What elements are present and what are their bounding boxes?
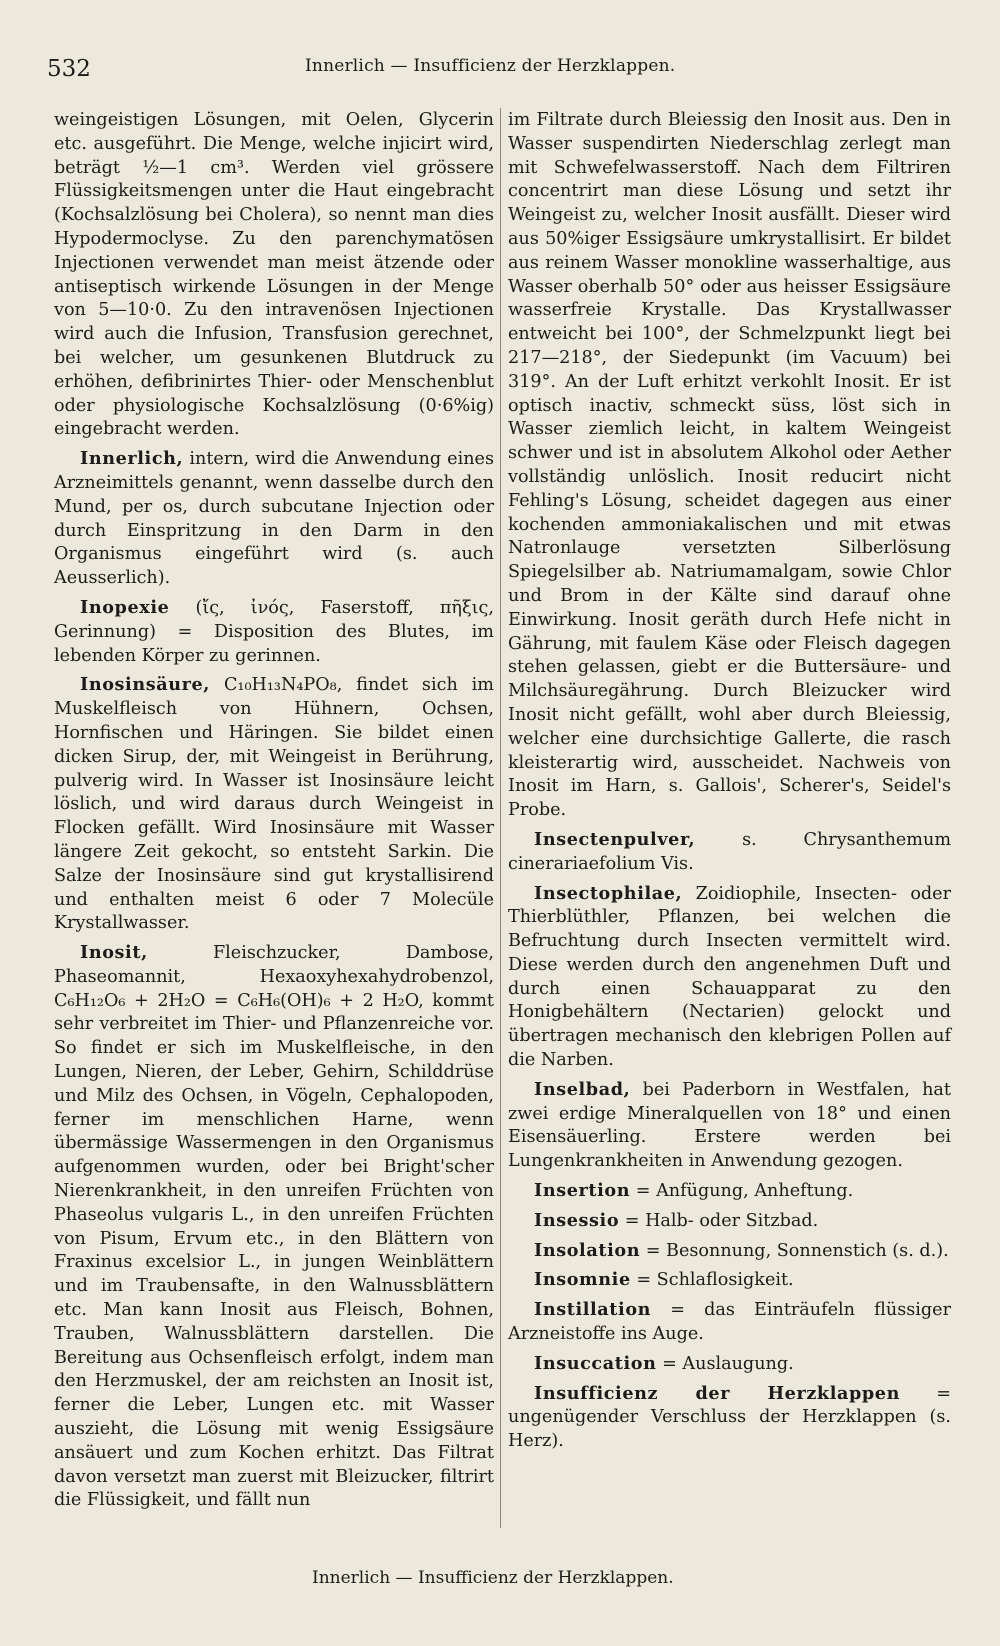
entry-text: s. Chrysanthemum cinerariaefolium Vis. (508, 829, 952, 874)
entry-paragraph (54, 941, 494, 1513)
entry-paragraph (54, 673, 494, 936)
entry-text: im Filtrate durch Bleiessig den Inosit aus. Den in Wasser suspendirten Niederschlag zerlegt man mit Schwefelwasserstoff. Nach dem Filtriren concentrirt man diese Lösung und setzt ihr Weingeist zu, welcher Inosit ausfällt. Dieser wird aus 50%iger Essigsäure umkrystallisirt. Er bildet aus reinem Wasser monokline wasserhaltige, aus Wasser oberhalb 50° oder aus heisser Essigsäure wasserfreie Krystalle. Das Krystallwasser entweicht bei 100°, der Schmelzpunkt liegt bei 217—218°, der Siedepunkt (im Vacuum) bei 319°. An der Luft erhitzt verkohlt Inosit. Er ist optisch inactiv, schmeckt süss, löst sich in Wasser ziemlich leicht, in kaltem Weingeist schwer und ist in absolutem Alkohol oder Aether vollständig unlöslich. Inosit reducirt nicht Fehling's Lösung, scheidet dagegen aus einer kochenden ammoniakalischen und mit etwas Natronlauge versetzten Silberlösung Spiegelsilber ab. Natriumamalgam, sowie Chlor und Brom in der Kälte sind darauf ohne Einwirkung. Inosit geräth durch Hefe nicht in Gährung, mit faulem Käse oder Fleisch dagegen stehen gelassen, giebt er die Buttersäure- und Milchsäuregährung. Durch Bleizucker wird Inosit nicht gefällt, wohl aber durch Bleiessig, welcher eine durchsichtige Gallerte, die rasch kleisterartig wird, ausscheidet. Nachweis von Inosit im Harn, s. Gallois', Scherer's, Seidel's Probe. (508, 110, 951, 821)
page-header (0, 52, 1000, 92)
entry-headword: Insectenpulver, (534, 828, 696, 850)
entry-headword: Insuccation (534, 1352, 657, 1374)
entry-headword: Insomnie (534, 1269, 631, 1291)
entry-paragraph (54, 108, 494, 442)
entry-text: = Besonnung, Sonnenstich (s. d.). (645, 1240, 949, 1261)
entry-paragraph (508, 1352, 951, 1377)
page-number: 532 (47, 56, 91, 82)
entry-headword: Inosit, (80, 942, 148, 964)
right-column (508, 108, 951, 1459)
entry-text: = Halb- oder Sitzbad. (624, 1210, 819, 1231)
entry-headword: Insufficienz der Herzklappen (534, 1382, 900, 1404)
entry-headword: Innerlich, (80, 448, 184, 470)
entry-text: Fleischzucker, Dambose, Phaseomannit, Hexaoxyhexahydrobenzol, C₆H₁₂O₆ + 2H₂O = C₆H₆(OH)₆ + 2 H₂O, kommt sehr verbreitet im Thier- und Pflanzenreiche vor. So findet er sich im Muskelfleische, in den Lungen, Nieren, der Leber, Gehirn, Schilddrüse und Milz des Ochsen, in Vögeln, Cephalopoden, ferner im menschlichen Harne, wenn übermässige Wassermengen in den Organismus aufgenommen wurden, oder bei Bright'scher Nierenkrankheit, in den unreifen Früchten von Phaseolus vulgaris L., in den unreifen Früchten von Pisum, Ervum etc., in den Blättern von Fraxinus excelsior L., in jungen Weinblättern und im Traubensafte, in den Walnussblättern etc. Man kann Inosit aus Fleisch, Bohnen, Trauben, Walnussblättern darstellen. Die Bereitung aus Ochsenfleisch erfolgt, indem man den Herzmuskel, der am reichsten an Inosit ist, ferner die Leber, Lungen etc. mit Wasser auszieht, die Lösung mit wenig Essigsäure ansäuert und zum Kochen erhitzt. Das Filtrat davon versetzt man zuerst mit Bleizucker, filtrirt die Flüssigkeit, und fällt nun (54, 943, 494, 1511)
entry-text: C₁₀H₁₃N₄PO₈, findet sich im Muskelfleisch von Hühnern, Ochsen, Hornfischen und Häringen. Sie bildet einen dicken Sirup, der, mit Weingeist in Berührung, pulverig wird. In Wasser ist Inosinsäure leicht löslich, und wird daraus durch Weingeist in Flocken gefällt. Wird Inosinsäure mit Wasser längere Zeit gekocht, so entsteht Sarkin. Die Salze der Inosinsäure sind gut krystallisirend und enthalten meist 6 oder 7 Molecüle Krystallwasser. (54, 675, 494, 934)
entry-paragraph (54, 447, 494, 591)
running-head: Innerlich — Insufficienz der Herzklappen. (305, 56, 676, 76)
entry-text: intern, wird die Anwendung eines Arzneimittels genannt, wenn dasselbe durch den Mund, per os, durch subcutane Injection oder durch Einspritzung in den Darm in den Organismus eingeführt wird (s. auch Aeusserlich). (54, 449, 494, 589)
entry-headword: Inosinsäure, (80, 674, 211, 696)
entry-headword: Insertion (534, 1180, 631, 1202)
entry-paragraph (508, 108, 951, 823)
entry-paragraph (508, 882, 951, 1073)
entry-text: = Auslaugung. (662, 1353, 794, 1374)
entry-paragraph (54, 596, 494, 668)
entry-text: weingeistigen Lösungen, mit Oelen, Glycerin etc. ausgeführt. Die Menge, welche injicirt wird, beträgt ½—1 cm³. Werden viel grössere Flüssigkeitsmengen unter die Haut eingebracht (Kochsalzlösung bei Cholera), so nennt man dies Hypodermoclyse. Zu den parenchymatösen Injectionen verwendet man meist ätzende oder antiseptisch wirkende Lösungen in der Menge von 5—10·0. Zu den intravenösen Injectionen wird auch die Infusion, Transfusion gerechnet, bei welcher, um gesunkenen Blutdruck zu erhöhen, defibrinirtes Thier- oder Menschenblut oder physiologische Kochsalzlösung (0·6%ig) eingebracht werden. (54, 110, 494, 440)
entry-text: (ἴς, ἰνός, Faserstoff, πῆξις, Gerinnung) = Disposition des Blutes, im lebenden Körper zu gerinnen. (54, 597, 494, 666)
entry-text: bei Paderborn in Westfalen, hat zwei erdige Mineralquellen von 18° und einen Eisensäuerling. Erstere werden bei Lungenkrankheiten in Anwendung gezogen. (508, 1079, 951, 1172)
entry-text: Zoidiophile, Insecten- oder Thierblüthler, Pflanzen, bei welchen die Befruchtung durch Insecten vermittelt wird. Diese werden durch den angenehmen Duft und durch einen Schauapparat zu den Honigbehältern (Nectarien) gelockt und übertragen mechanisch den klebrigen Pollen auf die Narben. (508, 883, 951, 1071)
page-footer: Innerlich — Insufficienz der Herzklappen. (312, 1568, 674, 1588)
entry-paragraph (508, 1078, 951, 1174)
entry-text: = das Einträufeln flüssiger Arzneistoffe ins Auge. (508, 1300, 951, 1345)
entry-headword: Insessio (534, 1209, 620, 1231)
entry-headword: Insectophilae, (534, 882, 683, 904)
left-column (54, 108, 494, 1518)
entry-paragraph (508, 1298, 951, 1347)
entry-paragraph (508, 1179, 951, 1204)
entry-headword: Inselbad, (534, 1078, 631, 1100)
entry-paragraph (508, 1239, 951, 1264)
entry-text: = Schlaflosigkeit. (636, 1270, 794, 1291)
entry-paragraph (508, 828, 951, 877)
entry-paragraph (508, 1209, 951, 1234)
entry-text: = Anfügung, Anheftung. (635, 1181, 854, 1202)
entry-text: = ungenügender Verschluss der Herzklappen (s. Herz). (508, 1383, 952, 1452)
column-divider (500, 108, 501, 1528)
entry-headword: Instillation (534, 1299, 652, 1321)
entry-headword: Insolation (534, 1239, 641, 1261)
entry-headword: Inopexie (80, 596, 170, 618)
entry-paragraph (508, 1268, 951, 1293)
entry-paragraph (508, 1382, 951, 1454)
